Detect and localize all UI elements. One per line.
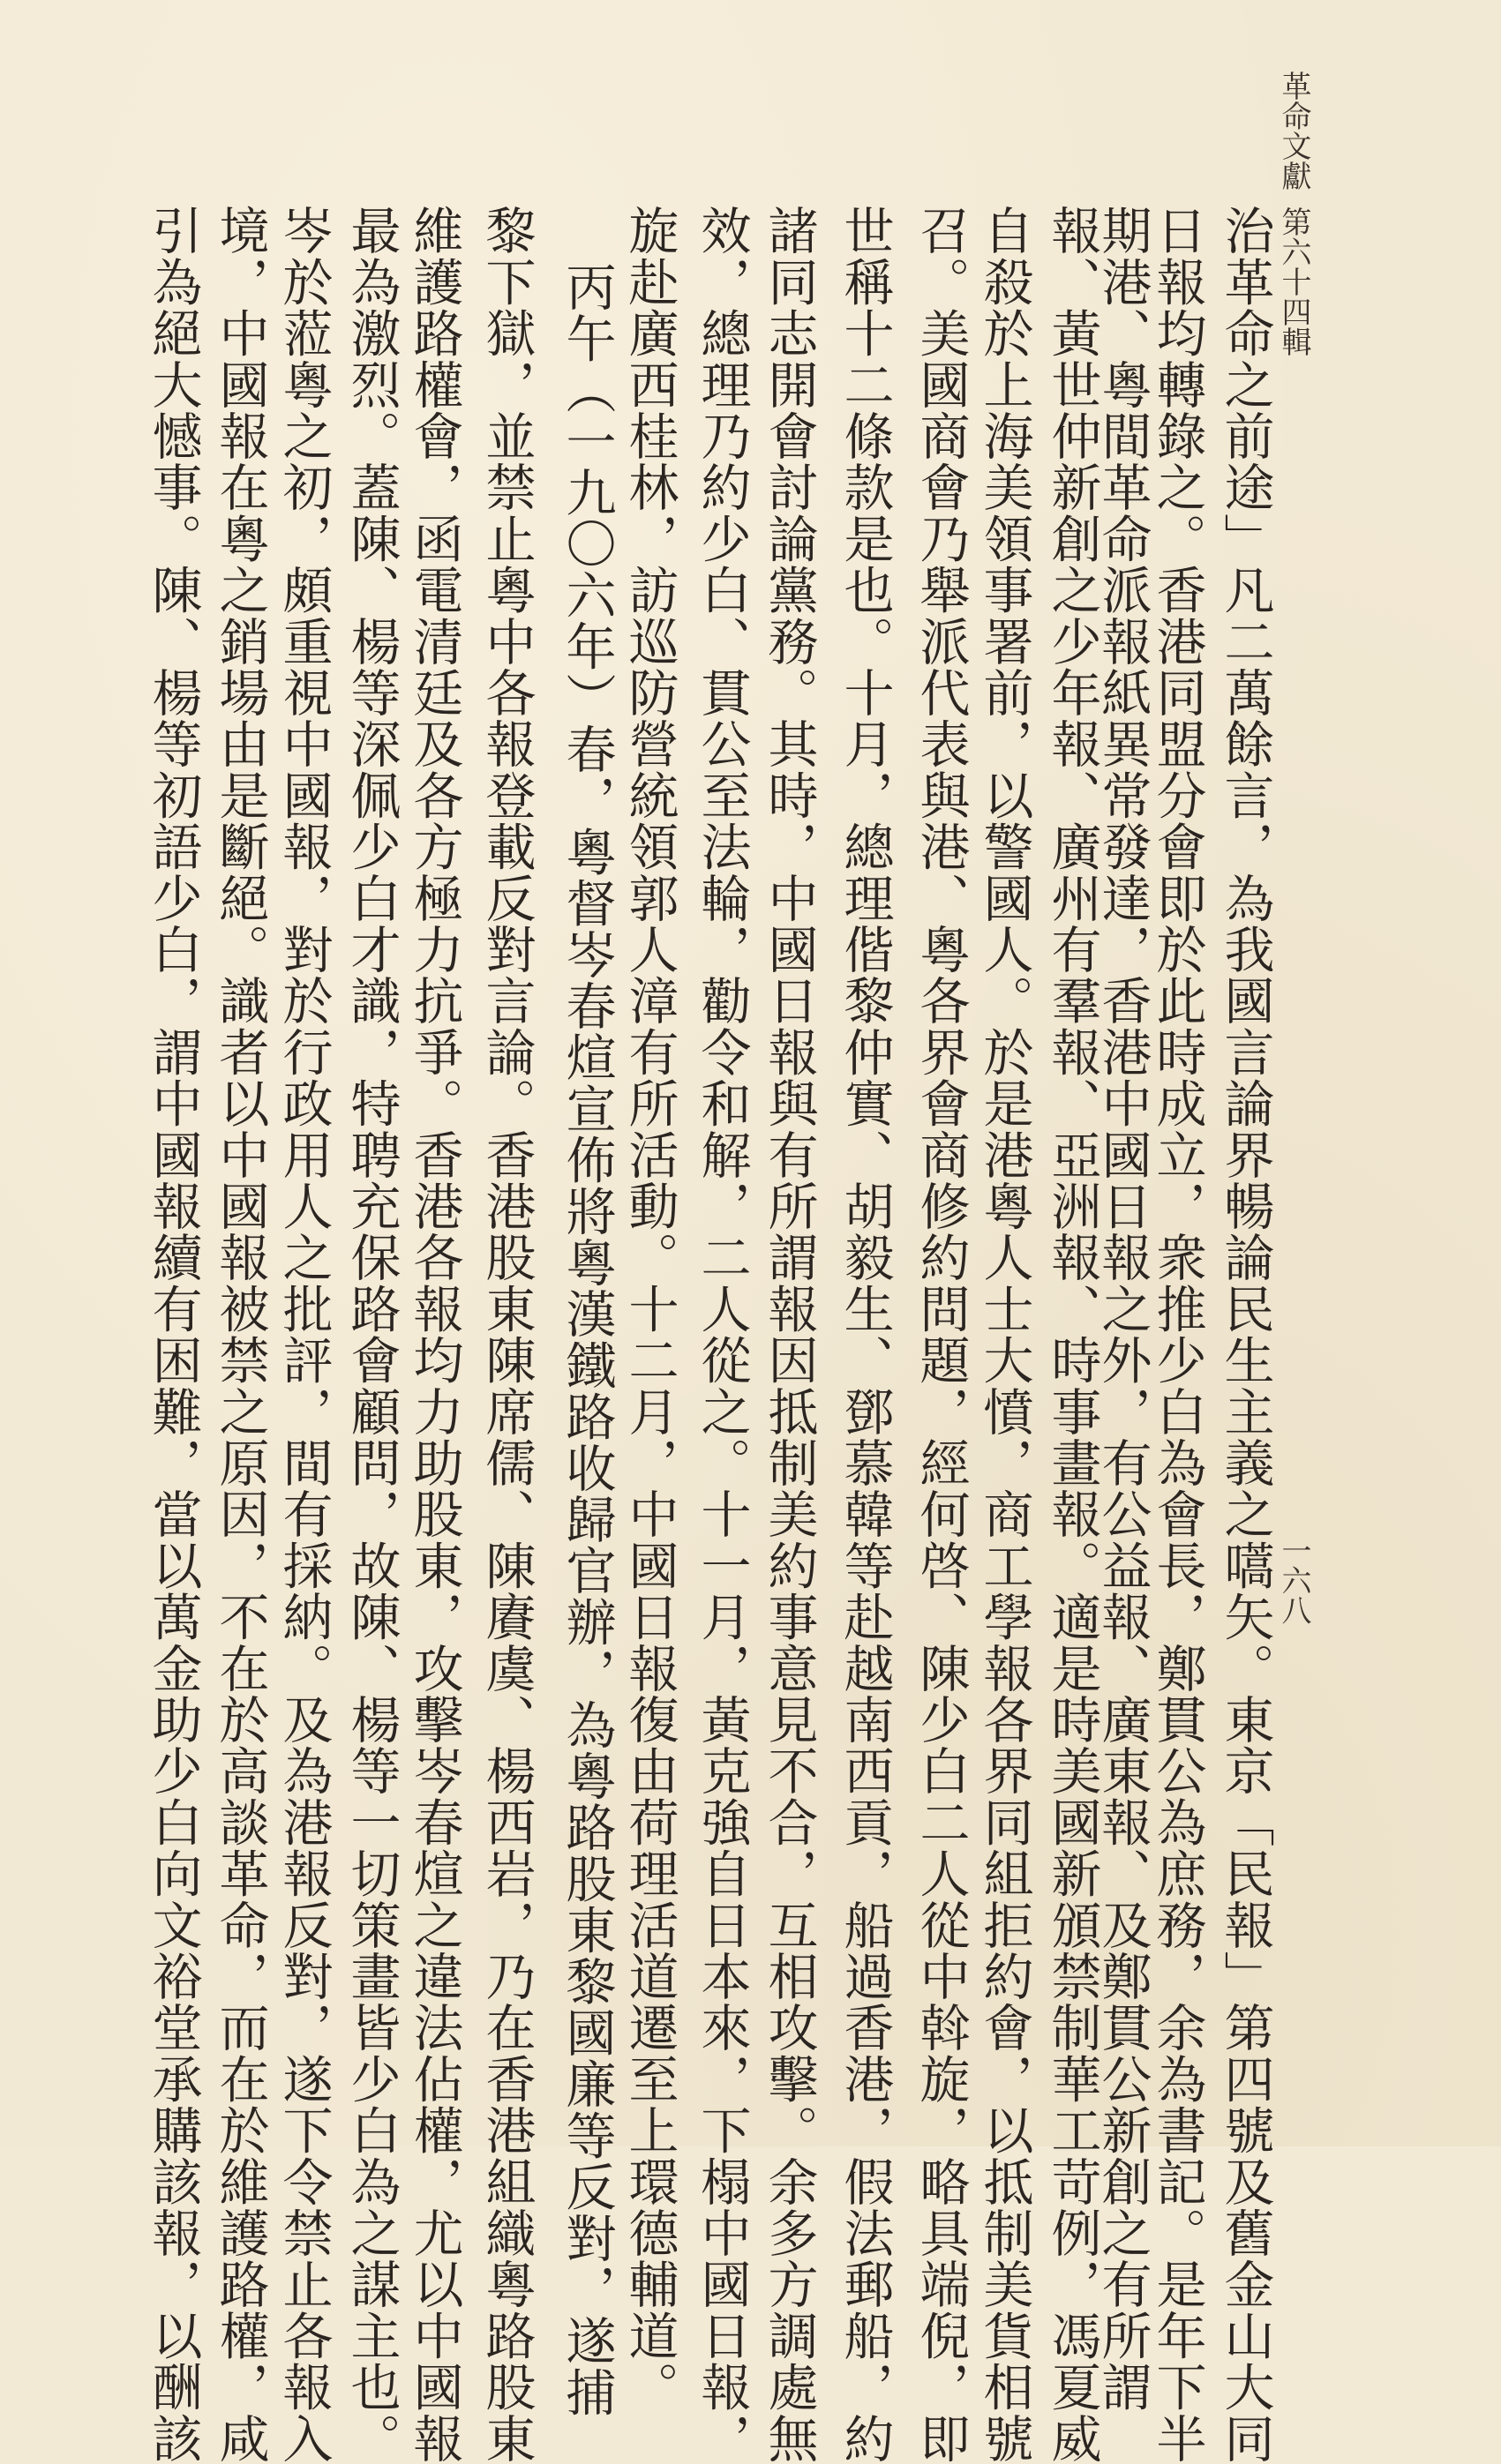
text-column: 最為激烈。蓋陳、楊等深佩少白才識，特聘充保路會顧問，故陳、楊等一切策畫皆少白為之謀主也。 xyxy=(342,205,401,2464)
text-column: 治革命之前途」凡二萬餘言，為我國言論界暢論民生主義之嚆矢。東京「民報」第四號及舊金山大同 xyxy=(1216,205,1274,2464)
text-column: 自殺於上海美領事署前，以警國人。於是港粵人士大憤，商工學報各界同組拒約會，以抵制美貨相號 xyxy=(975,205,1033,2464)
text-column: 引為絕大憾事。陳、楊等初語少白，謂中國報續有困難，當以萬金助少白向文裕堂承購該報，以酬該 xyxy=(144,205,202,2464)
running-head xyxy=(1272,71,1315,356)
text-column: 世稱十二條款是也。十月，總理偕黎仲實、胡毅生、鄧慕韓等赴越南西貢，船過香港，假法郵船，約 xyxy=(836,205,894,2464)
text-column: 維護路權會，函電清廷及各方極力抗爭。香港各報均力助股東，攻擊岑春煊之違法佔權，尤以中國報 xyxy=(405,205,463,2464)
text-column: 境，中國報在粵之銷場由是斷絕。識者以中國報被禁之原因，不在於高談革命，而在於維護路權，咸 xyxy=(211,205,269,2464)
volume-label: 第六十四輯 xyxy=(1276,206,1311,356)
page-number: 一六八 xyxy=(1276,1535,1311,1625)
text-column: 岑於蒞粵之初，頗重視中國報，對於行政用人之批評，間有採納。及為港報反對，遂下令禁止各報入 xyxy=(274,205,333,2464)
text-column: 效，總理乃約少白、貫公至法輪，勸令和解，二人從之。十一月，黃克強自日本來，下榻中國日報， xyxy=(693,205,751,2464)
text-column: 期港、粵間革命派報紙異常發達，香港中國日報之外，有公益報、廣東報、及鄭貫公新創之有所謂 xyxy=(1093,205,1152,2413)
text-column: 召。美國商會乃舉派代表與港、粵各界會商修約問題，經何啓、陳少白二人從中斡旋，略具端倪，即 xyxy=(912,205,970,2464)
text-column: 日報均轉錄之。香港同盟分會即於此時成立，衆推少白為會長，鄭貫公為庶務，余為書記。是年下半 xyxy=(1148,205,1206,2464)
text-column: 諸同志開會討論黨務。其時，中國日報與有所謂報因抵制美約事意見不合，互相攻擊。余多方調處無 xyxy=(760,205,818,2464)
text-column: 黎下獄，並禁止粵中各報登載反對言論。香港股東陳席儒、陳賡虞、楊西岩，乃在香港組織粵路股東 xyxy=(477,205,536,2464)
text-column: 旋赴廣西桂林，訪巡防營統領郭人漳有所活動。十二月，中國日報復由荷理活道遷至上環德輔道。 xyxy=(620,205,679,2413)
book-title: 革命文獻 xyxy=(1276,71,1311,191)
text-column: 報、黃世仲新創之少年報、廣州有羣報、亞洲報、時事畫報。適是時美國新頒禁制華工苛例，馮夏威 xyxy=(1043,205,1101,2464)
paragraph-start-column: 丙午（一九〇六年）春，粵督岑春煊宣佈將粵漢鐵路收歸官辦，為粵路股東黎國廉等反對，遂捕 xyxy=(558,261,616,2418)
